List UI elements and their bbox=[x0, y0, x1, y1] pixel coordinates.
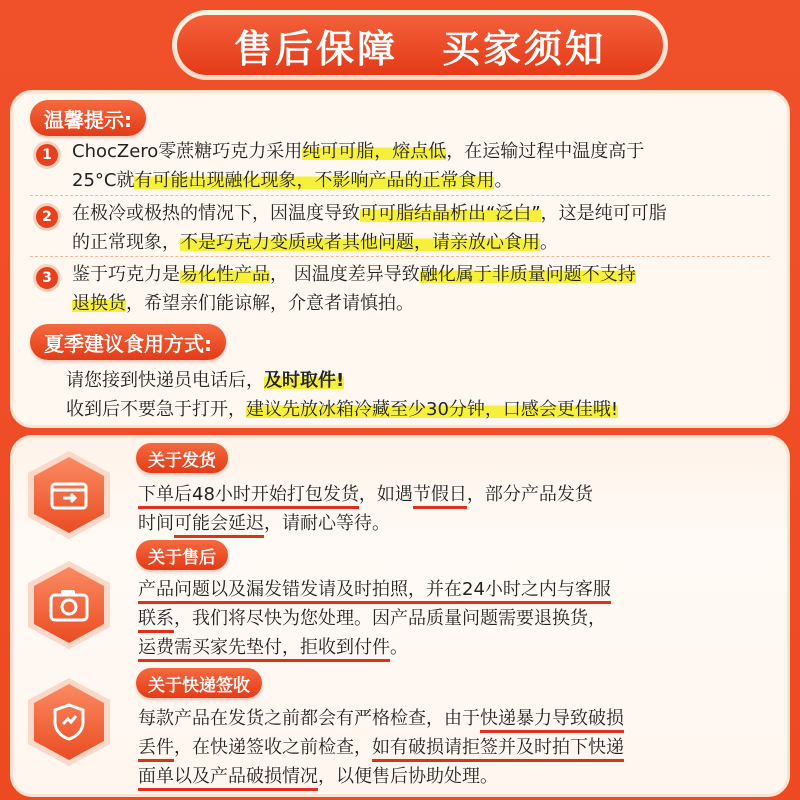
notice-item-3: 鉴于巧克力是易化性产品， 因温度差异导致融化属于非质量问题不支持 退换货，希望亲们能谅解，介意者请慎拍。 bbox=[72, 264, 636, 314]
shipping-heading: 关于发货 bbox=[136, 443, 228, 473]
summer-tips: 请您接到快递员电话后，及时取件! 收到后不要急于打开，建议先放冰箱冷藏至少30分钟，口感会更佳哦! bbox=[66, 370, 619, 420]
express-heading: 关于快递签收 bbox=[136, 668, 262, 698]
number-badge-2: 2 bbox=[36, 206, 58, 228]
aftersale-text: 产品问题以及漏发错发请及时拍照，并在24小时之内与客服 联系，我们将尽快为您处理。因产品质量问题需要退换货， 运费需买家先垫付，拒收到付件。 bbox=[138, 575, 778, 662]
divider bbox=[30, 256, 770, 257]
number-badge-3: 3 bbox=[36, 267, 58, 289]
express-text: 每款产品在发货之前都会有严格检查，由于快递暴力导致破损 丢件，在快递签收之前检查，如有破损请拒签并及时拍下快递 面单以及产品破损情况，以便售后协助处理。 bbox=[138, 704, 778, 791]
title-banner bbox=[172, 10, 668, 80]
divider bbox=[30, 195, 770, 196]
notice-heading: 温馨提示: bbox=[30, 100, 146, 136]
notice-item-2: 在极冷或极热的情况下，因温度导致可可脂结晶析出“泛白”，这是纯可可脂 的正常现象，不是巧克力变质或者其他问题，请亲放心食用。 bbox=[72, 203, 667, 253]
title-buyer-notice: 买家须知 bbox=[442, 26, 607, 71]
shipping-text: 下单后48小时开始打包发货，如遇节假日，部分产品发货 时间可能会延迟，请耐心等待。 bbox=[138, 480, 778, 538]
number-badge-1: 1 bbox=[36, 144, 58, 166]
summer-heading: 夏季建议食用方式: bbox=[30, 324, 226, 360]
title-after-sale: 售后保障 bbox=[233, 26, 398, 71]
aftersale-heading: 关于售后 bbox=[136, 540, 228, 570]
notice-item-1: ChocZero零蔗糖巧克力采用纯可可脂，熔点低，在运输过程中温度高于 25°C就有可能出现融化现象，不影响产品的正常食用。 bbox=[72, 141, 645, 191]
